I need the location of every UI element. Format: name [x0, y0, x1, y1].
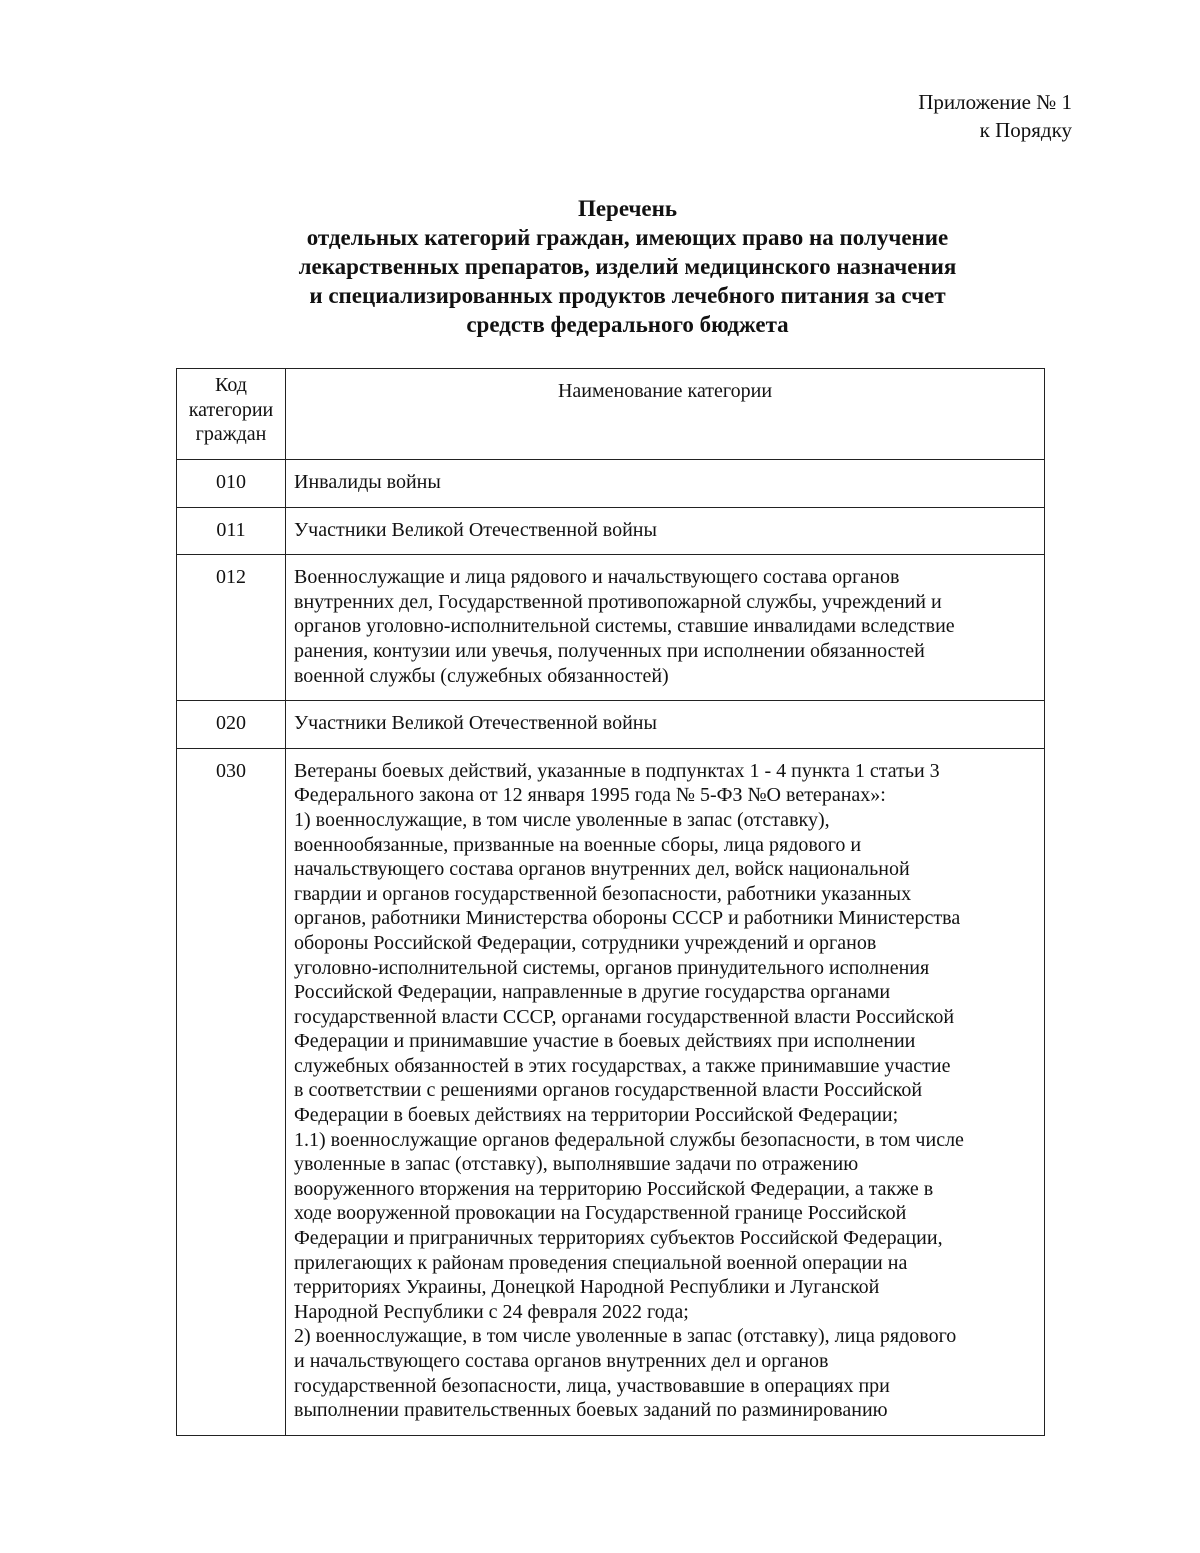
category-text-line: 1) военнослужащие, в том числе уволенные в запас (отставку), [294, 808, 830, 831]
category-text-line: Участники Великой Отечественной войны [294, 712, 657, 735]
category-code: 010 [177, 460, 286, 508]
appendix-note [918, 88, 1072, 144]
header-code-line: Код [215, 374, 247, 396]
table-row [177, 507, 1045, 555]
category-text-line: гвардии и органов государственной безопасности, работники указанных [294, 882, 912, 905]
category-name [286, 460, 1045, 508]
document-title [180, 194, 1075, 339]
category-name [286, 507, 1045, 555]
category-text-line: вооруженного вторжения на территорию Российской Федерации, а также в [294, 1177, 934, 1200]
table-row [177, 460, 1045, 508]
category-text-line: служебных обязанностей в этих государствах, а также принимавшие участие [294, 1054, 951, 1077]
category-text-line: и начальствующего состава органов внутренних дел и органов [294, 1350, 829, 1372]
category-name [286, 555, 1045, 701]
title-line: и специализированных продуктов лечебного питания за счет [309, 283, 946, 308]
category-text-line: выполнении правительственных боевых заданий по разминированию [294, 1399, 888, 1422]
category-text-line: Федерального закона от 12 января 1995 года № 5-ФЗ №О ветеранах»: [294, 784, 886, 807]
category-name [286, 748, 1045, 1435]
category-text-line: внутренних дел, Государственной противопожарной службы, учреждений и [294, 590, 942, 613]
category-text-line: уголовно-исполнительной системы, органов принудительного исполнения [294, 956, 930, 979]
title-line: Перечень [577, 196, 678, 221]
category-text-line: территориях Украины, Донецкой Народной Республики и Луганской [294, 1276, 880, 1299]
category-code: 020 [177, 701, 286, 749]
category-text-line: 1.1) военнослужащие органов федеральной службы безопасности, в том числе [294, 1128, 964, 1151]
category-text-line: органов уголовно-исполнительной системы, ставшие инвалидами вследствие [294, 615, 955, 638]
category-text-line: Российской Федерации, направленные в другие государства органами [294, 981, 891, 1004]
category-text-line: Народной Республики с 24 февраля 2022 года; [294, 1300, 689, 1323]
category-text-line: ходе вооруженной провокации на Государственной границе Российской [294, 1202, 907, 1225]
category-code: 011 [177, 507, 286, 555]
header-code-cell [177, 369, 286, 460]
category-text-line: прилегающих к районам проведения специальной военной операции на [294, 1251, 908, 1274]
header-code-line: категории [188, 398, 274, 421]
category-text-line: Инвалиды войны [294, 471, 441, 493]
category-text-line: Федерации в боевых действиях на территории Российской Федерации; [294, 1104, 899, 1127]
category-text-line: военнообязанные, призванные на военные сборы, лица рядового и [294, 833, 862, 856]
table-row [177, 701, 1045, 749]
category-text-line: Участники Великой Отечественной войны [294, 518, 657, 541]
appendix-reference: к Порядку [979, 118, 1072, 142]
header-name-cell: Наименование категории [286, 369, 1045, 460]
appendix-number: Приложение № 1 [918, 90, 1072, 114]
category-text-line: в соответствии с решениями органов государственной власти Российской [294, 1079, 923, 1102]
category-text-line: начальствующего состава органов внутренних дел, войск национальной [294, 858, 910, 881]
title-line: отдельных категорий граждан, имеющих право на получение [306, 225, 949, 250]
title-line: средств федерального бюджета [466, 312, 789, 337]
category-text-line: 2) военнослужащие, в том числе уволенные в запас (отставку), лица рядового [294, 1325, 957, 1348]
category-text-line: обороны Российской Федерации, сотрудники учреждений и органов [294, 931, 877, 954]
category-text-line: военной службы (служебных обязанностей) [294, 664, 669, 687]
category-text-line: органов, работники Министерства обороны СССР и работники Министерства [294, 907, 961, 930]
category-code: 030 [177, 748, 286, 1435]
table-row [177, 555, 1045, 701]
category-table [176, 368, 1045, 1436]
category-text-line: Ветераны боевых действий, указанные в подпунктах 1 - 4 пункта 1 статьи 3 [294, 759, 940, 782]
table-header-row [177, 369, 1045, 460]
category-text-line: Федерации и принимавшие участие в боевых действиях при исполнении [294, 1030, 916, 1053]
category-text-line: уволенные в запас (отставку), выполнявшие задачи по отражению [294, 1153, 859, 1176]
header-code-line: граждан [195, 423, 267, 446]
category-name [286, 701, 1045, 749]
category-text-line: государственной безопасности, лица, участвовавшие в операциях при [294, 1374, 890, 1397]
category-text-line: Военнослужащие и лица рядового и начальствующего состава органов [294, 566, 900, 589]
category-code: 012 [177, 555, 286, 701]
category-text-line: государственной власти СССР, органами государственной власти Российской [294, 1005, 955, 1028]
category-text-line: ранения, контузии или увечья, полученных при исполнении обязанностей [294, 639, 925, 662]
table-row [177, 748, 1045, 1435]
category-text-line: Федерации и приграничных территориях субъектов Российской Федерации, [294, 1227, 943, 1250]
title-line: лекарственных препаратов, изделий медицинского назначения [298, 254, 957, 279]
